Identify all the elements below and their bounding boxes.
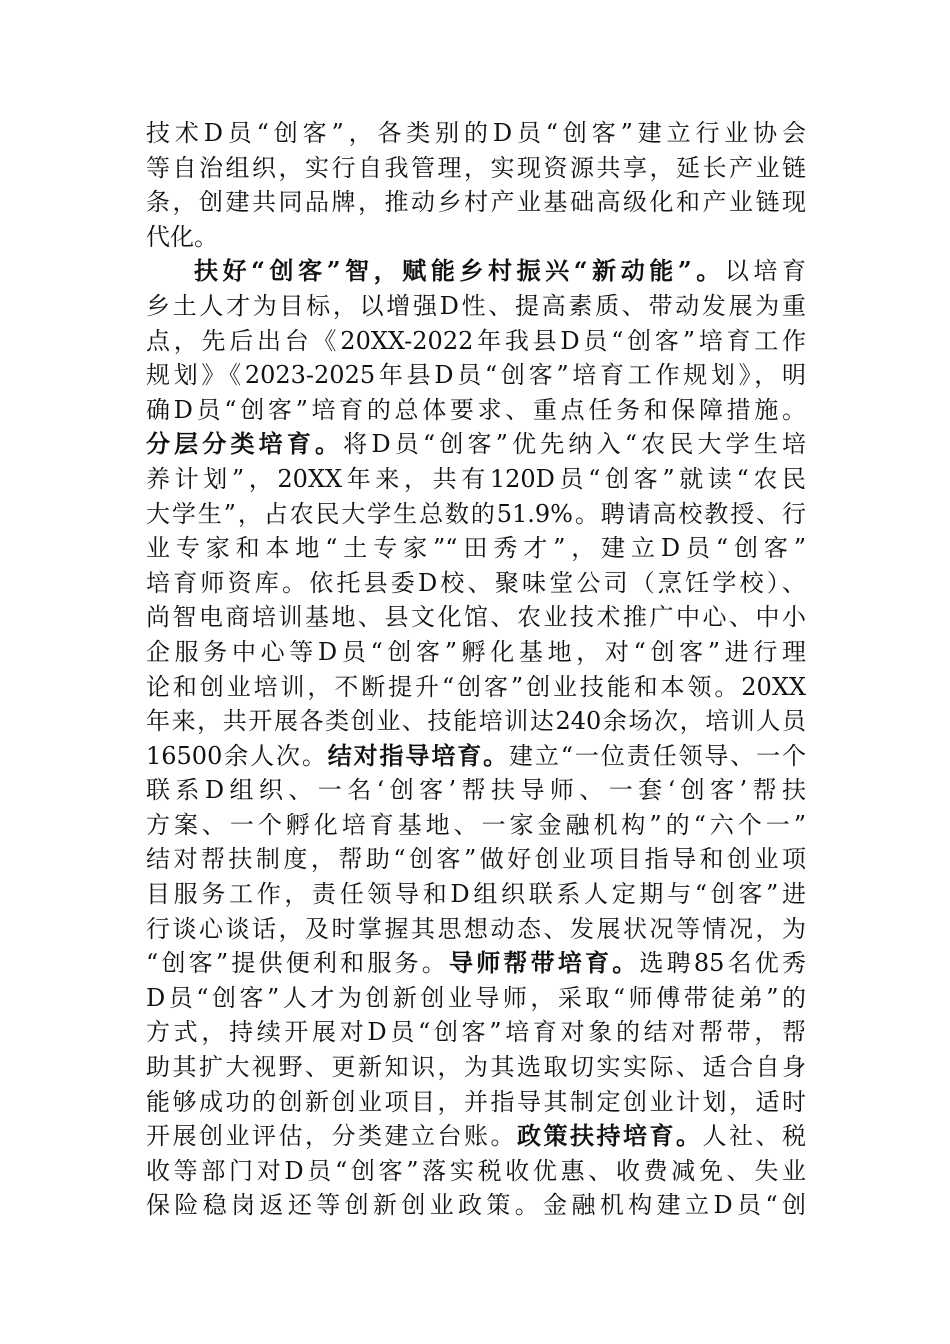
body-text: 等自治组织，实行自我管理，实现资源共享，延长产业链 xyxy=(146,153,806,182)
body-text: 养计划”，20XX年来，共有120D员“创客”就读“农民 xyxy=(146,464,806,493)
text-line xyxy=(146,1119,806,1154)
body-text: 保险稳岗返还等创新创业政策。金融机构建立D员“创 xyxy=(146,1191,806,1220)
body-text: 培育师资库。依托县委D校、聚味堂公司（烹饪学校）、 xyxy=(146,568,806,597)
bold-heading-text: 政策扶持培育。 xyxy=(517,1121,703,1151)
body-text: 以培育 xyxy=(724,257,807,286)
text-line xyxy=(146,1015,806,1050)
body-text: 企服务中心等D员“创客”孵化基地，对“创客”进行理 xyxy=(146,637,806,666)
body-text: 方式，持续开展对D员“创客”培育对象的结对帮带，帮 xyxy=(146,1018,806,1047)
text-line xyxy=(146,358,806,393)
body-text: 将D员“创客”优先纳入“农民大学生培 xyxy=(343,430,806,459)
text-line xyxy=(146,1188,806,1223)
body-text: 结对帮扶制度，帮助“创客”做好创业项目指导和创业项 xyxy=(146,845,806,874)
body-text: 方案、一个孵化培育基地、一家金融机构”的“六个一” xyxy=(146,810,806,839)
text-line xyxy=(146,566,806,601)
body-text: 代化。 xyxy=(146,222,218,251)
text-line xyxy=(146,531,806,566)
text-line xyxy=(146,289,806,324)
body-text: 技术D员“创客”，各类别的D员“创客”建立行业协会 xyxy=(146,119,806,147)
text-line xyxy=(146,981,806,1016)
text-line xyxy=(146,393,806,428)
text-line xyxy=(146,151,806,186)
text-line xyxy=(146,1085,806,1120)
body-text: 点，先后出台《20XX-2022年我县D员“创客”培育工作 xyxy=(146,326,806,355)
text-line xyxy=(146,704,806,739)
bold-heading-text: 扶好“创客”智，赋能乡村振兴“新动能”。 xyxy=(194,256,725,286)
text-line xyxy=(146,808,806,843)
text-line xyxy=(146,877,806,912)
body-text: 尚智电商培训基地、县文化馆、农业技术推广中心、中小 xyxy=(146,603,806,632)
body-text: D员“创客”人才为创新创业导师，采取“师傅带徒弟”的 xyxy=(146,983,806,1012)
body-text: 人社、税 xyxy=(702,1122,806,1151)
text-line xyxy=(146,497,806,532)
text-line xyxy=(146,635,806,670)
text-line xyxy=(146,254,806,289)
text-line xyxy=(146,946,806,981)
bold-heading-text: 导师帮带培育。 xyxy=(449,948,640,978)
text-line xyxy=(146,1154,806,1189)
text-line xyxy=(146,1050,806,1085)
body-text: 收等部门对D员“创客”落实税收优惠、收费减免、失业 xyxy=(146,1156,806,1185)
body-text: 开展创业评估，分类建立台账。 xyxy=(146,1122,517,1151)
text-line xyxy=(146,116,806,151)
text-line xyxy=(146,912,806,947)
body-text: 建立“一位责任领导、一个 xyxy=(508,741,806,770)
document-body-text xyxy=(146,116,806,1223)
text-line xyxy=(146,773,806,808)
body-text: 选聘85名优秀 xyxy=(639,949,806,978)
text-line xyxy=(146,185,806,220)
body-text: 大学生”，占农民大学生总数的51.9%。聘请高校教授、行 xyxy=(146,499,806,528)
text-line xyxy=(146,670,806,705)
body-text: “创客”提供便利和服务。 xyxy=(146,949,449,978)
body-text: 规划》《2023-2025年县D员“创客”培育工作规划》，明 xyxy=(146,361,806,390)
body-text: 业专家和本地“土专家”“田秀才”，建立D员“创客” xyxy=(146,534,806,563)
text-line xyxy=(146,324,806,359)
body-text: 乡土人才为目标，以增强D性、提高素质、带动发展为重 xyxy=(146,291,806,320)
body-text: 助其扩大视野、更新知识，为其选取切实实际、适合自身 xyxy=(146,1053,806,1082)
text-line xyxy=(146,600,806,635)
body-text: 年来，共开展各类创业、技能培训达240余场次，培训人员 xyxy=(146,707,806,736)
body-text: 确D员“创客”培育的总体要求、重点任务和保障措施。 xyxy=(146,395,806,424)
text-line xyxy=(146,220,806,255)
body-text: 联系D组织、一名‘创客’帮扶导师、一套‘创客’帮扶 xyxy=(146,776,806,805)
text-line xyxy=(146,427,806,462)
body-text: 行谈心谈话，及时掌握其思想动态、发展状况等情况，为 xyxy=(146,914,806,943)
bold-heading-text: 结对指导培育。 xyxy=(327,740,509,770)
text-line xyxy=(146,462,806,497)
text-line xyxy=(146,739,806,774)
text-line xyxy=(146,842,806,877)
body-text: 论和创业培训，不断提升“创客”创业技能和本领。20XX xyxy=(146,672,806,701)
body-text: 16500余人次。 xyxy=(146,741,328,770)
body-text: 能够成功的创新创业项目，并指导其制定创业计划，适时 xyxy=(146,1087,806,1116)
body-text: 条，创建共同品牌，推动乡村产业基础高级化和产业链现 xyxy=(146,188,806,217)
body-text: 目服务工作，责任领导和D组织联系人定期与“创客”进 xyxy=(146,880,806,909)
bold-heading-text: 分层分类培育。 xyxy=(146,429,344,459)
